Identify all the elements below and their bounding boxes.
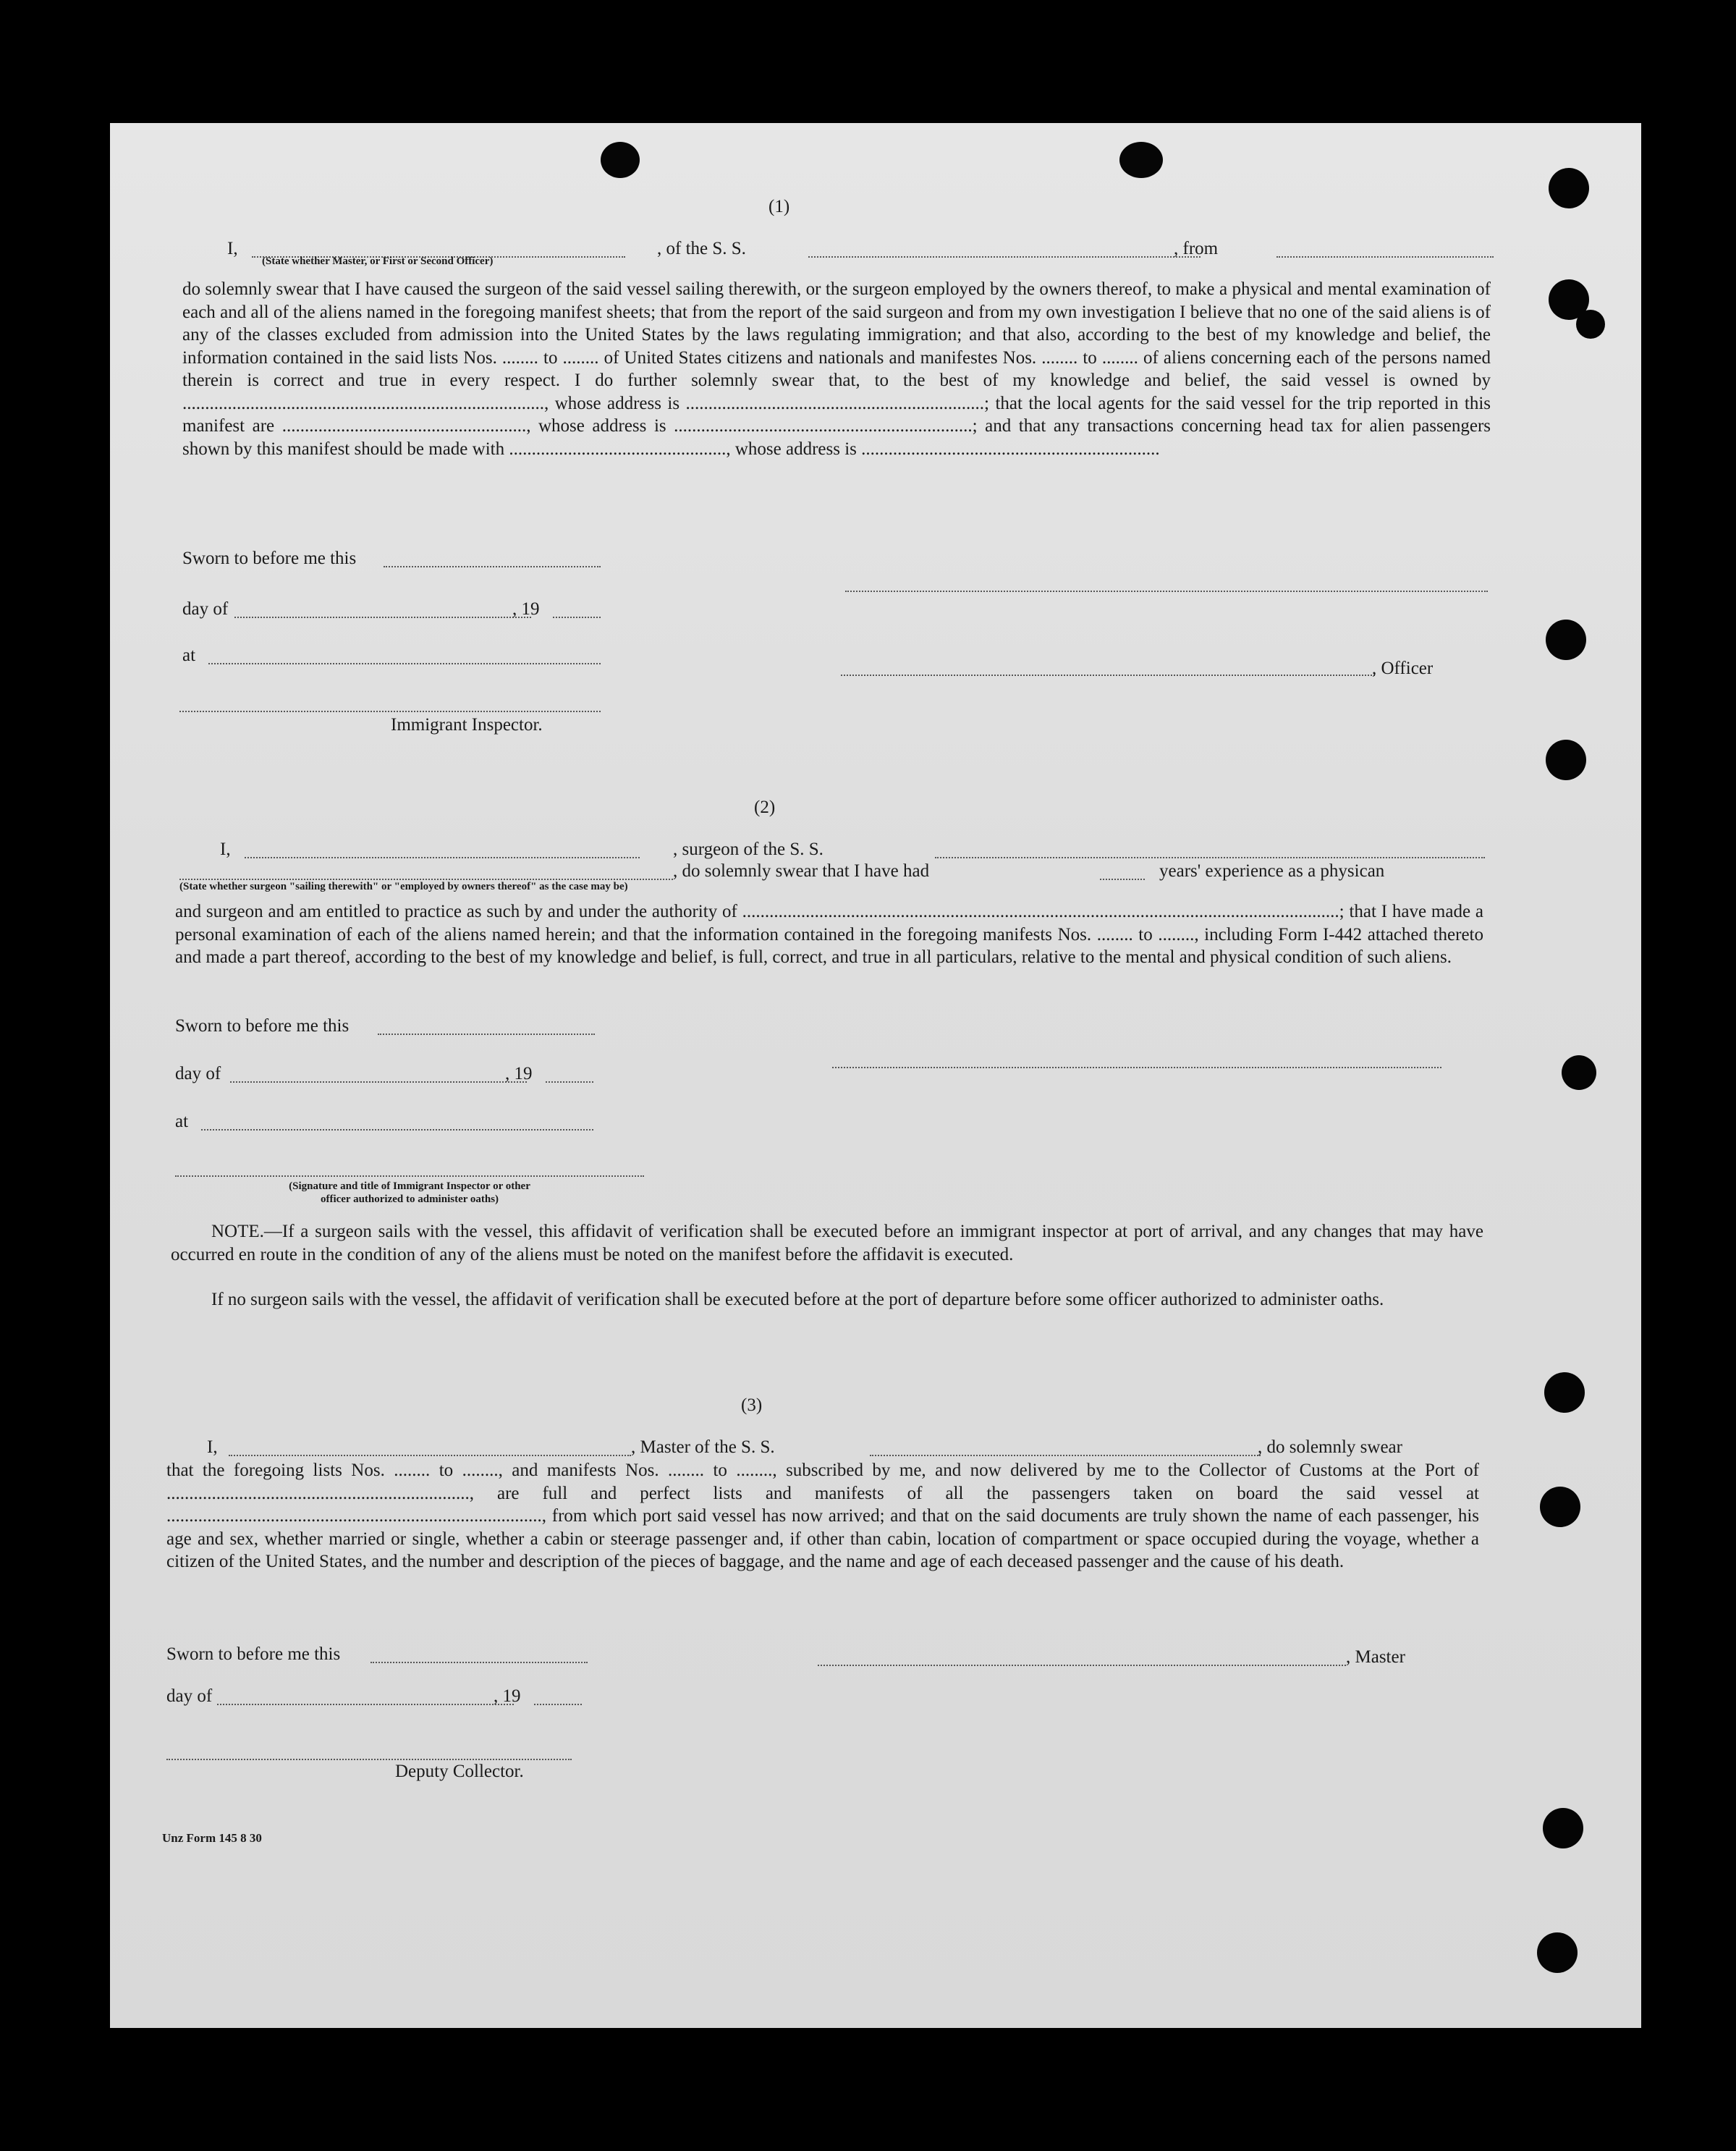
surgeon-oath-body: and surgeon and am entitled to practice as such by and under the authority of ....................................................................................................................................; that I have made a personal examination of each of the aliens named herein; and that the information contained in the foregoing manifests Nos. ........ to ........, including Form I-442 attached thereto and made a part thereof, according to the best of my knowledge and belief, is full, correct, and true in all particulars, relative to the mental and physical condition of such aliens. — [175, 902, 1483, 967]
form-number: Unz Form 145 8 30 — [162, 1831, 262, 1845]
day-of-label: day of — [175, 1064, 221, 1083]
oath-body: do solemnly swear that I have caused the surgeon of the said vessel sailing therewith, or the surgeon employed by the owners thereof, to make a physical and mental examination of each and all of the aliens named in the foregoing manifest sheets; that from the report of the said surgeon and from my own investigation I believe that no one of the said aliens is of any of the classes excluded from admission into the United States by the laws regulating immigration; and that also, according to the best of my knowledge and belief, the information contained in the said lists Nos. ........ to ........ of United States citizens and nationals and manifestes Nos. ........ to ........ of aliens concerning each of the persons named therein is correct and true in every respect. I do further solemnly swear that, to the best of my knowledge and belief, the said vessel is owned by ................................................................................, whose address is ..................................................................; that the local agents for the said vessel for the trip reported in this manifest are ......................................................, whose address is ..................................................................; and that any transactions concerning head tax for alien passengers shown by this manifest should be made with ................................................, whose address is .................................................................. — [182, 279, 1491, 459]
master-of-label: , Master of the S. S. — [631, 1437, 775, 1457]
at-place-field[interactable] — [201, 1129, 593, 1131]
sworn-label: Sworn to before me this — [182, 549, 357, 568]
year-field[interactable] — [534, 1704, 582, 1705]
signature-hint: (Signature and title of Immigrant Inspector or other — [289, 1180, 530, 1192]
oath-intro: I, — [227, 239, 238, 258]
note-surgeon-sails: NOTE.—If a surgeon sails with the vessel, this affidavit of verification shall be executed before an immigrant inspector at port of arrival, and any changes that may have occurred en route in the condition of any of the aliens must be noted on the manifest before the affidavit is executed. — [171, 1222, 1483, 1264]
ink-blot — [601, 142, 640, 178]
year-label: , 19 — [512, 599, 540, 619]
officer-label: , Officer — [1372, 659, 1434, 678]
punch-hole — [1546, 740, 1586, 780]
at-label: at — [175, 1112, 189, 1131]
day-of-label: day of — [182, 599, 229, 619]
year-label: , 19 — [494, 1686, 521, 1706]
inspector-label: Immigrant Inspector. — [391, 715, 543, 735]
field-hint: (State whether Master, or First or Second Officer) — [262, 255, 494, 267]
swear-label: , do solemnly swear — [1258, 1437, 1402, 1457]
manifest-affidavit-page — [110, 123, 1641, 2028]
at-place-field[interactable] — [208, 663, 601, 664]
master-oath-body: that the foregoing lists Nos. ........ to ........, and manifests Nos. ........ to ........, subscribed by me, and now delivered by me to the Collector of Customs at the Port of ..................................................................., are full and perfect lists and manifests of all the passengers taken on board the said vessel at ..................................................................................., from which port said vessel has now arrived; and that on the said documents are truly shown the name of each passenger, his age and sex, whether married or single, whether a cabin or steerage passenger and, if other than cabin, location of compartment or space occupied during the voyage, whether a citizen of the United States, and the number and description of the pieces of baggage, and the name and age of each deceased passenger and the cause of his death. — [166, 1461, 1479, 1571]
surgeon-name-field[interactable] — [245, 857, 640, 858]
punch-hole — [1562, 1055, 1596, 1090]
sworn-label: Sworn to before me this — [166, 1644, 341, 1664]
surgeon-of-label: , surgeon of the S. S. — [673, 840, 823, 859]
oath-intro: I, — [220, 840, 231, 859]
officer-title-line[interactable] — [841, 675, 1375, 676]
section-number: (2) — [754, 798, 776, 817]
punch-hole — [1540, 1487, 1580, 1527]
officer-signature-line[interactable] — [845, 591, 1488, 592]
swear-label: , do solemnly swear that I have had — [673, 861, 930, 881]
section-number: (1) — [769, 197, 790, 216]
vessel-name-field[interactable] — [935, 857, 1485, 858]
sworn-date-field[interactable] — [371, 1662, 588, 1663]
from-label: , from — [1174, 239, 1219, 258]
sworn-date-field[interactable] — [384, 566, 601, 567]
field-hint: (State whether surgeon "sailing therewith" or "employed by owners thereof" as the case may be) — [179, 881, 628, 892]
inspector-signature-line[interactable] — [179, 711, 601, 712]
note-no-surgeon: If no surgeon sails with the vessel, the affidavit of verification shall be executed before at the port of departure before some officer authorized to administer oaths. — [211, 1290, 1384, 1309]
master-name-field[interactable] — [229, 1455, 631, 1456]
ink-blot — [1119, 142, 1163, 178]
punch-hole — [1576, 310, 1605, 339]
day-of-label: day of — [166, 1686, 213, 1706]
sworn-label: Sworn to before me this — [175, 1016, 350, 1036]
day-field[interactable] — [234, 617, 531, 618]
year-field[interactable] — [546, 1081, 593, 1083]
punch-hole — [1543, 1808, 1583, 1848]
years-field[interactable] — [1100, 879, 1145, 880]
vessel-label: , of the S. S. — [657, 239, 746, 258]
inspector-signature-line[interactable] — [175, 1175, 644, 1177]
master-signature-line[interactable] — [818, 1665, 1346, 1666]
departure-port-field[interactable] — [1276, 256, 1494, 258]
section-number: (3) — [741, 1395, 763, 1415]
punch-hole — [1544, 1372, 1585, 1413]
surgeon-signature-line[interactable] — [832, 1067, 1441, 1068]
signature-hint: officer authorized to administer oaths) — [320, 1193, 499, 1205]
oath-intro: I, — [207, 1437, 218, 1457]
years-label: years' experience as a physican — [1159, 861, 1385, 881]
vessel-name-field[interactable] — [808, 256, 1201, 258]
day-field[interactable] — [217, 1704, 514, 1705]
deputy-label: Deputy Collector. — [395, 1762, 524, 1781]
year-field[interactable] — [553, 617, 601, 618]
sworn-date-field[interactable] — [378, 1034, 595, 1035]
punch-hole — [1546, 620, 1586, 660]
day-field[interactable] — [230, 1081, 527, 1083]
punch-hole — [1549, 168, 1589, 208]
vessel-name-field[interactable] — [870, 1455, 1261, 1456]
year-label: , 19 — [505, 1064, 533, 1083]
master-label: , Master — [1346, 1647, 1405, 1667]
at-label: at — [182, 646, 196, 665]
punch-hole — [1537, 1932, 1578, 1973]
